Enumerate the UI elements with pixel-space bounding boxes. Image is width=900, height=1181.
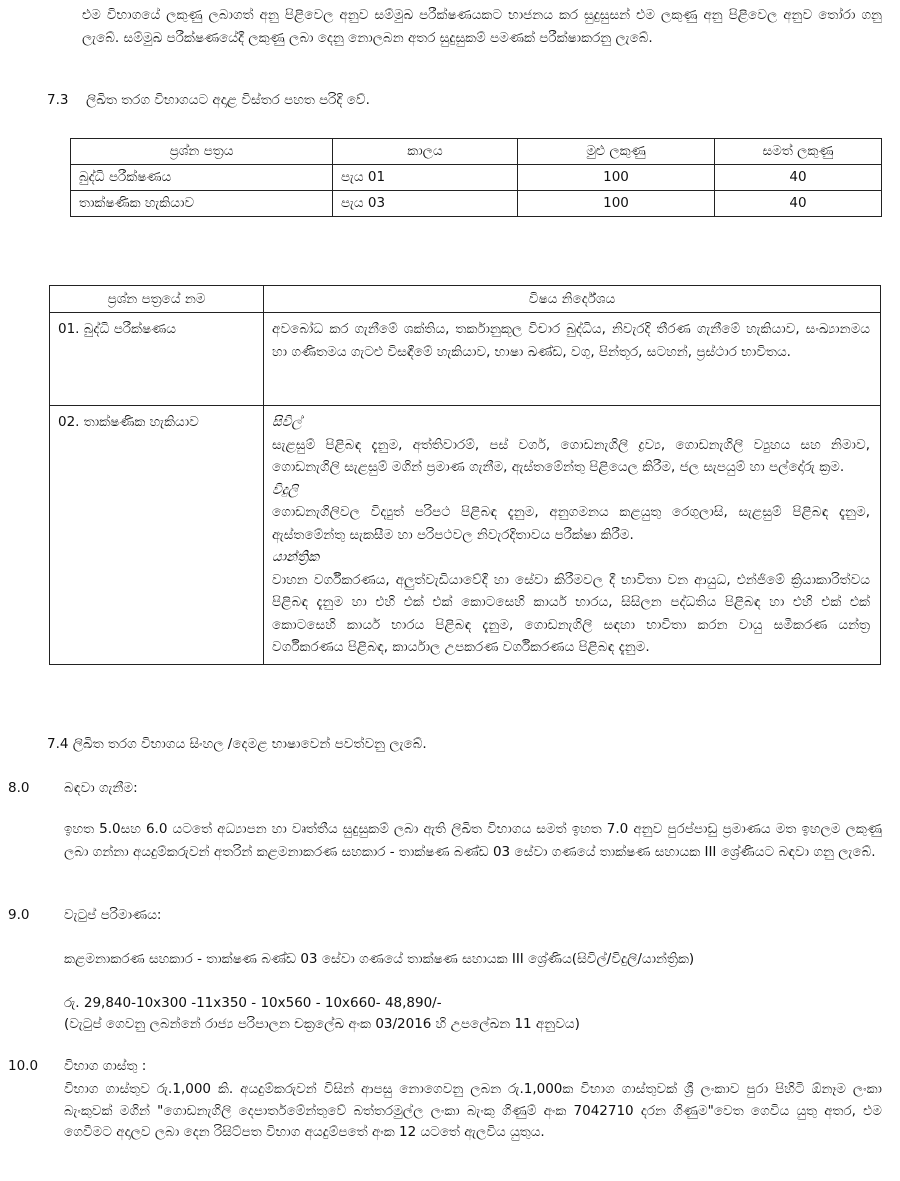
- section-9-note: (වැටුප් ගෙවනු ලබන්නේ රාජ්‍ය පරිපාලන චක්‍රලේඛ අංක 03/2016 හි උපලේඛන 11 අනුවය): [64, 1016, 580, 1032]
- section-7-4: 7.4 ලිඛිත තරග විභාගය සිංහල /දෙමළ භාෂාවෙන් පවත්වනු ලැබේ.: [47, 736, 427, 752]
- section-8-title: බඳවා ගැනීම:: [64, 780, 138, 796]
- civil-text: සැළසුම් පිළිබඳ දැනුම, අත්තිවාරම්, පස් වර්ග, ගොඩනැගිලි ද්‍රව්‍ය, ගොඩනැගිලි ව්‍යුහය සහ නිමාව, ගොඩනැගිලි සැළසුම් මගින් ප්‍රමාණ ගැනීම, ඇස්තමේන්තු පිළියෙල කිරීම, ජල සැපයුම් හා පල්දෝරු ක්‍රම.: [272, 436, 870, 475]
- exam-cell-duration: පැය 01: [333, 165, 518, 191]
- section-8-number: 8.0: [8, 780, 30, 796]
- syllabus-row2-name: 02. තාක්ෂණික හැකියාව: [50, 406, 264, 665]
- exam-cell-duration: පැය 03: [333, 191, 518, 217]
- exam-header-duration: කාලය: [333, 139, 518, 165]
- section-7-3-number: 7.3: [47, 92, 69, 108]
- exam-cell-paper: බුද්ධි පරීක්ෂණය: [71, 165, 333, 191]
- electrical-text: ගොඩනැගිලිවල විද්‍යුත් පරිපථ පිළිබඳ දැනුම, අනුගමනය කළයුතු රෙගුලාසි, සැළසුම් පිළිබඳ දැනුම, ඇස්තමේන්තු සැකසීම හා පරිපථවල නිවැරදිතාවය පරීක්ෂා කිරීම.: [272, 504, 870, 543]
- syllabus-header-syllabus: විෂය නිර්දේශය: [264, 286, 881, 313]
- exam-table: [70, 138, 882, 217]
- intro-paragraph: එම විභාගයේ ලකුණු ලබාගත් අනු පිළිවෙල අනුව සම්මුඛ පරීක්ෂණයකට භාජනය කර සුදුසුසන් එම ලකුණු අනු පිළිවෙල අනුව තෝරා ගනු ලැබේ. සම්මුඛ පරීක්ෂණයේදී ලකුණු ලබා දෙනු නොලබන අතර සුදුසුකම් පමණක් පරීක්ෂාකරනු ලැබේ.: [82, 7, 882, 46]
- mechanical-heading: යාන්ත්‍රික: [272, 549, 320, 565]
- syllabus-row1-content: අවබෝධ කර ගැනීමේ ශක්තිය, තර්කානුකූල විචාර බුද්ධිය, නිවැරදි තීරණ ගැනීමේ හැකියාව, සංඛ්‍යානමය හා ගණිතමය ගැටළු විසඳීමේ හැකියාව, භාෂා ඛණ්ඩ, වගු, පින්තූර, සටහන්, ප්‍රස්ථාර භාවිතය.: [264, 313, 881, 406]
- section-7-3-text: ලිඛිත තරග විභාගයට අදාළ විස්තර පහත පරිදි වේ.: [86, 92, 370, 108]
- exam-cell-total: 100: [518, 191, 715, 217]
- syllabus-table: [49, 285, 881, 665]
- civil-heading: සිවිල්: [272, 414, 302, 430]
- exam-table-header: [71, 139, 882, 165]
- mechanical-text: වාහන වර්ගීකරණය, අලුත්වැඩියාවේදී හා සේවා කිරීමවල දී භාවිතා වන ආයුධ, එන්ජිමේ ක්‍රියාකාරිත්වය පිළිබඳ දැනුම හා එහි එක් එක් කොටසෙහි කාර්ය භාරය, සිසිලන පද්ධතිය පිළිබඳ හා එහි එක් එක් කොටසෙහි කාර්ය භාරය පිළිබඳ දැනුම, ගොඩනැගිලි සඳහා භාවිතා කරන වායු සමීකරණ යන්ත්‍ර වර්ගීකරණය පිළිබඳ, කාර්යාල උපකරණ වර්ගීකරණය පිළිබඳ දැනුම.: [272, 571, 870, 655]
- exam-cell-pass: 40: [715, 191, 882, 217]
- section-8-text: ඉහත 5.0සහ 6.0 යටතේ අධ්‍යාපන හා වෘත්තීය සුදුසුකම් ලබා ඇති ලිඛිත විභාගය සමත් ඉහත 7.0 අනුව පුරප්පාඩු ප්‍රමාණය මත ඉහලම ලකුණු ලබා ගන්නා අයදුම්කරුවන් අතරින් කළමනාකරණ සහකාර - තාක්ෂණ බණ්ඩ 03 සේවා ගණයේ තාක්ෂණ සහායක III ශ්‍රේණියට බඳවා ගනු ලැබේ.: [64, 821, 882, 860]
- section-9-title: වැටුප් පරිමාණය:: [64, 907, 162, 923]
- table-row: [50, 313, 881, 406]
- section-9-number: 9.0: [8, 907, 30, 923]
- table-row: [71, 165, 882, 191]
- electrical-heading: විදුලි: [272, 481, 299, 498]
- table-row: [71, 191, 882, 217]
- exam-header-paper: ප්‍රශ්න පත්‍රය: [71, 139, 333, 165]
- syllabus-header-paper-name: ප්‍රශ්න පත්‍රයේ නම: [50, 286, 264, 313]
- exam-header-pass-marks: සමත් ලකුණු: [715, 139, 882, 165]
- section-10-number: 10.0: [8, 1058, 39, 1074]
- syllabus-table-header: [50, 286, 881, 313]
- section-10-text: විභාග ගාස්තුව රු.1,000 කි. අයදුම්කරුවන් විසින් ආපසු නොගෙවනු ලබන රු.1,000ක විභාග ගාස්තුවක් ශ්‍රී ලංකාව පුරා පිහිටි ඕනෑම ලංකා බැංකුවක් මගින් "ගොඩනැගිලි දෙපාර්තමේන්තුවේ බත්තරමුල්ල ලංකා බැංකු ගිණුම් අංක 7042710 දරන ගිණුම"වෙත ගෙවිය යුතු අතර, එම ගෙවීමට අදාලව ලබා දෙන රිසිට්පත විභාග අයදුම්පතේ අංක 12 යටතේ ඇලවිය යුතුය.: [64, 1081, 882, 1140]
- section-10-title: විභාග ගාස්තු :: [64, 1058, 147, 1074]
- exam-header-total-marks: මුළු ලකුණු: [518, 139, 715, 165]
- section-9-scale: රු. 29,840-10x300 -11x350 - 10x560 - 10x660- 48,890/-: [64, 995, 442, 1011]
- section-9-grade: කළමනාකරණ සහකාර - තාක්ෂණ බණ්ඩ 03 සේවා ගණයේ තාක්ෂණ සහායක III ශ්‍රේණිය(සිවිල්/විදුලි/යාන්ත්‍රික): [64, 951, 695, 967]
- syllabus-row2-content: [264, 406, 881, 665]
- exam-cell-pass: 40: [715, 165, 882, 191]
- syllabus-row1-name: 01. බුද්ධි පරීක්ෂණය: [50, 313, 264, 406]
- exam-cell-paper: තාක්ෂණික හැකියාව: [71, 191, 333, 217]
- table-row: [50, 406, 881, 665]
- exam-cell-total: 100: [518, 165, 715, 191]
